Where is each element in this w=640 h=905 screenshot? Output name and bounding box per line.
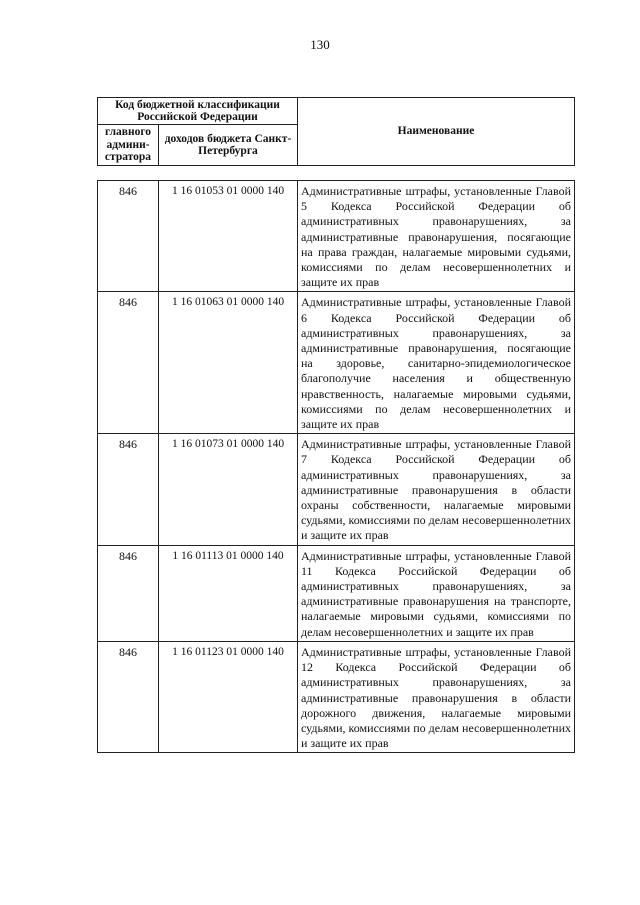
header-admin: главного админи-стратора: [98, 125, 159, 166]
income-code: 1 16 01073 01 0000 140: [159, 434, 298, 545]
table-row: [98, 545, 575, 641]
row-name: Административные штрафы, установленные Главой 5 Кодекса Российской Федерации об административных правонарушениях, за административные правонарушения, посягающие на права граждан, налагаемые мировыми судьями, комиссиями по делам несовершеннолетних и защите их прав: [301, 184, 571, 290]
row-name: Административные штрафы, установленные Главой 6 Кодекса Российской Федерации об административных правонарушениях, за административные правонарушения, посягающие на здоровье, санитарно-эпидемиологическое благополучие населения и общественную нравственность, налагаемые мировыми судьями, комиссиями по делам несовершеннолетних и защите их прав: [301, 295, 571, 432]
admin-code: 846: [98, 292, 159, 434]
table-row: [98, 181, 575, 292]
header-group-title: Код бюджетной классификации Российской Федерации: [98, 98, 298, 125]
income-code: 1 16 01123 01 0000 140: [159, 641, 298, 752]
header-name: Наименование: [298, 98, 575, 166]
admin-code: 846: [98, 641, 159, 752]
page-number: 130: [310, 37, 330, 52]
table-row: [98, 292, 575, 434]
row-name: Административные штрафы, установленные Главой 7 Кодекса Российской Федерации об административных правонарушениях, за административные правонарушения в области охраны собственности, налагаемые мировыми судьями, комиссиями по делам несовершеннолетних и защите их прав: [301, 437, 571, 543]
row-name: Административные штрафы, установленные Главой 12 Кодекса Российской Федерации об административных правонарушениях, за административные правонарушения в области дорожного движения, налагаемые мировыми судьями, комиссиями по делам несовершеннолетних и защите их прав: [301, 644, 571, 751]
table-body: [97, 180, 575, 753]
income-code: 1 16 01063 01 0000 140: [159, 292, 298, 434]
table-row: [98, 641, 575, 752]
table-header: [97, 97, 575, 166]
row-name: Административные штрафы, установленные Главой 11 Кодекса Российской Федерации об административных правонарушениях, за административные правонарушения на транспорте, налагаемые мировыми судьями, комиссиями по делам несовершеннолетних и защите их прав: [301, 548, 571, 639]
admin-code: 846: [98, 181, 159, 292]
admin-code: 846: [98, 545, 159, 641]
table-row: [98, 434, 575, 545]
income-code: 1 16 01053 01 0000 140: [159, 181, 298, 292]
header-income: доходов бюджета Санкт-Петербурга: [159, 125, 298, 166]
income-code: 1 16 01113 01 0000 140: [159, 545, 298, 641]
admin-code: 846: [98, 434, 159, 545]
